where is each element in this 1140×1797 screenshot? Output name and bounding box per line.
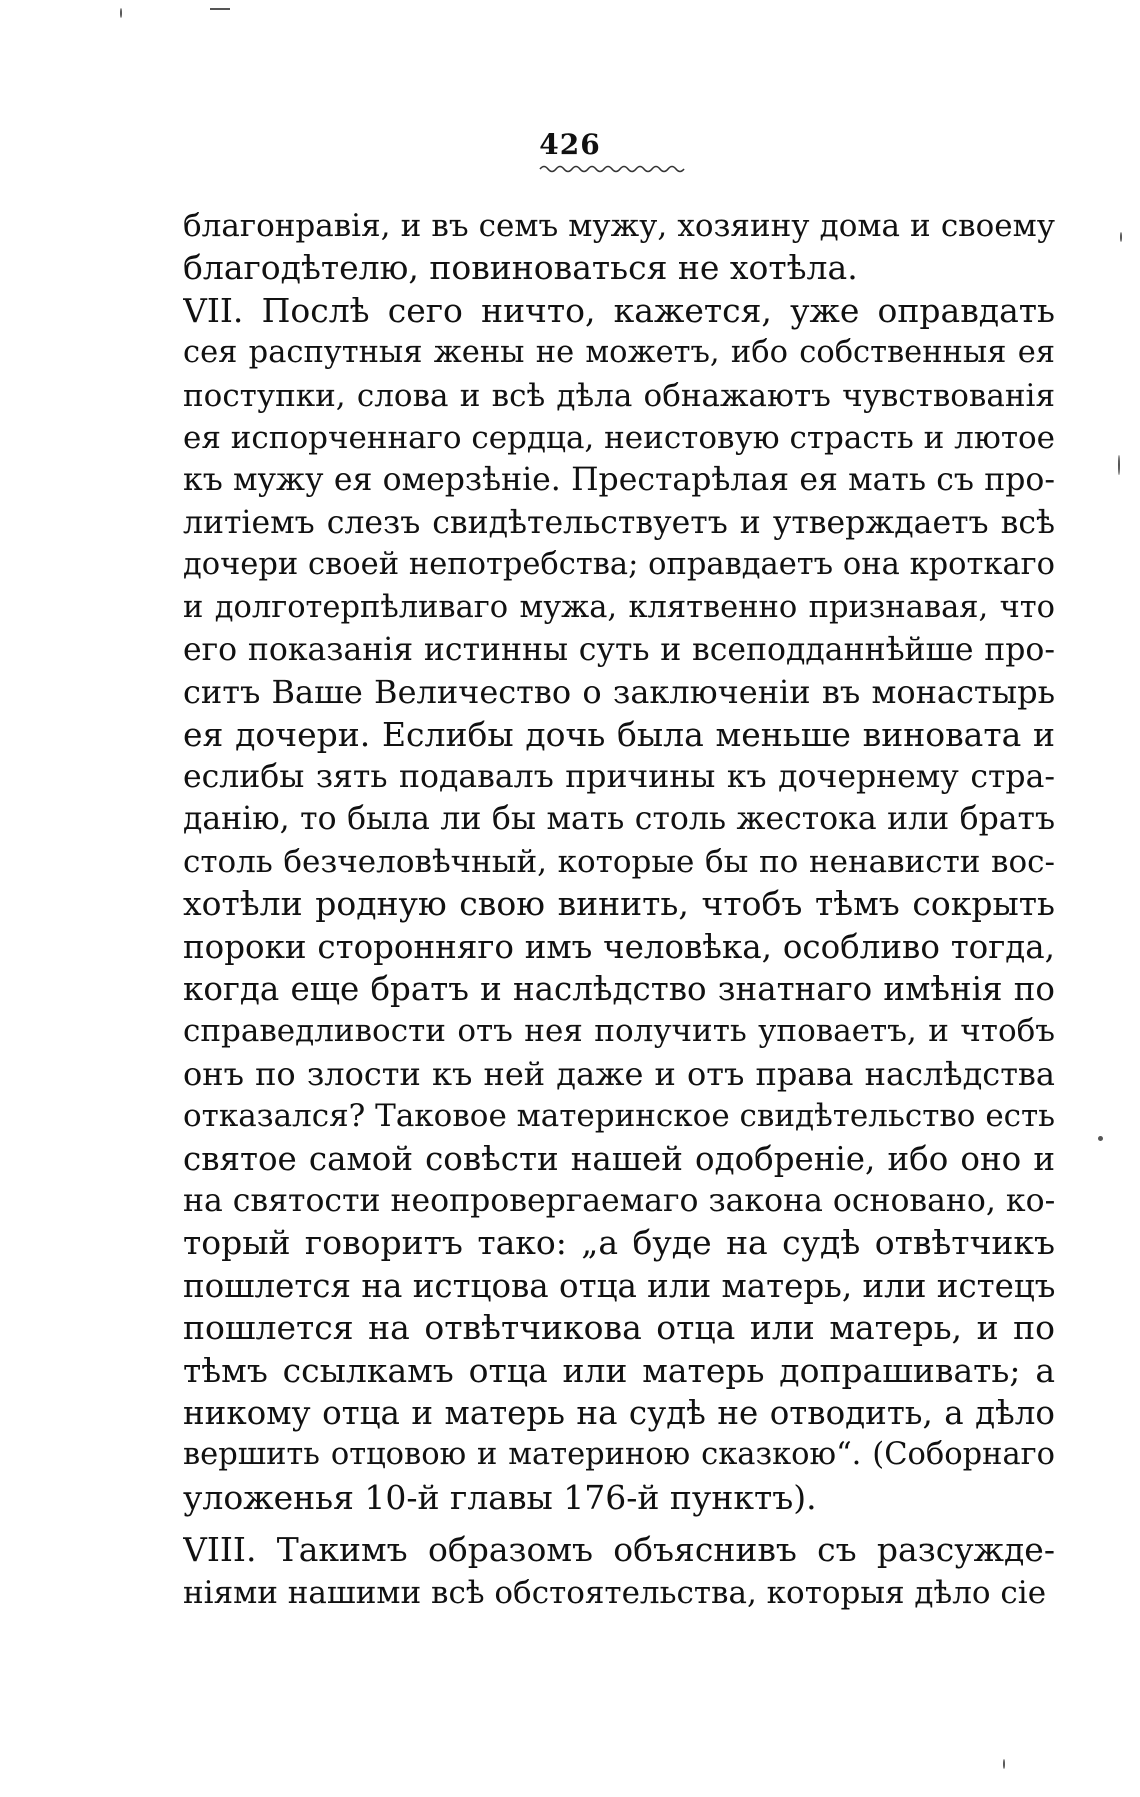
paragraph bbox=[183, 1529, 1055, 1614]
text-line: ситъ Ваше Величество о заключеніи въ монастырь bbox=[183, 673, 1055, 712]
text-line: VIII. Такимъ образомъ объяснивъ съ разсужде- bbox=[183, 1530, 1055, 1570]
text-line: хотѣли родную свою винить, чтобъ тѣмъ сокрыть bbox=[183, 884, 1055, 924]
text-line: тѣмъ ссылкамъ отца или матерь допрашивать; а bbox=[183, 1350, 1055, 1390]
text-line: торый говоритъ тако: „а буде на судѣ отвѣтчикъ bbox=[183, 1223, 1055, 1263]
scan-speck bbox=[1098, 1136, 1103, 1141]
text-line: ея испорченнаго сердца, неистовую страсть и лютое bbox=[183, 419, 1055, 456]
text-line: онъ по злости къ ней даже и отъ права наслѣдства bbox=[183, 1054, 1055, 1093]
scan-speck bbox=[1003, 1759, 1005, 1769]
paragraph bbox=[183, 205, 1055, 290]
text-line: святое самой совѣсти нашей одобреніе, ибо оно и bbox=[183, 1139, 1055, 1178]
text-line: дочери своей непотребства; оправдаетъ она кроткаго bbox=[183, 547, 1055, 583]
scan-speck bbox=[120, 8, 122, 18]
text-line: на святости неопровергаемаго закона основано, ко- bbox=[183, 1182, 1055, 1219]
scan-speck bbox=[210, 8, 230, 10]
text-line: столь безчеловѣчный, которые бы по ненависти вос- bbox=[183, 843, 1055, 880]
text-line: пороки стороннягo имъ человѣка, особливо тогда, bbox=[183, 927, 1055, 966]
text-line: благонравія, и въ семъ мужу, хозяину дома и своему bbox=[183, 208, 1055, 244]
paragraph bbox=[183, 290, 1055, 1519]
text-line: справедливости отъ нея получить уповаетъ, и чтобъ bbox=[183, 1013, 1055, 1050]
scan-speck bbox=[1120, 232, 1122, 242]
text-line: уложенья 10-й главы 176-й пунктъ). bbox=[183, 1477, 817, 1517]
text-line: и долготерпѣливаго мужа, клятвенно признавая, что bbox=[183, 589, 1055, 625]
text-line: ея дочери. Еслибы дочь была меньше виновата и bbox=[183, 714, 1055, 754]
text-line: къ мужу ея омерзѣніе. Престарѣлая ея мать съ про- bbox=[183, 462, 1055, 499]
body-text bbox=[183, 205, 1055, 1614]
text-line: литіемъ слезъ свидѣтельствуетъ и утверждаетъ всѣ bbox=[183, 504, 1055, 541]
paragraph-gap bbox=[183, 1519, 1055, 1529]
text-line: когда еще братъ и наслѣдство знатнаго имѣнія по bbox=[183, 970, 1055, 1009]
text-line: никому отца и матерь на судѣ не отводить, а дѣло bbox=[183, 1393, 1055, 1432]
text-line: его показанія истинны суть и всеподданнѣйше про- bbox=[183, 631, 1055, 668]
text-line: VII. Послѣ сего ничто, кажется, уже оправдать bbox=[183, 290, 1055, 330]
text-line: сея распутныя жены не можетъ, ибо собственныя ея bbox=[183, 335, 1055, 371]
text-line: поступки, слова и всѣ дѣла обнажаютъ чувствованія bbox=[183, 377, 1055, 414]
page-number: 426 bbox=[539, 128, 601, 161]
text-line: ніями нашими всѣ обстоятельства, которыя дѣло сіе bbox=[183, 1574, 1047, 1611]
text-line: вершить отцовою и материною сказкою“. (Соборнаго bbox=[183, 1437, 1055, 1473]
scan-speck bbox=[1118, 455, 1120, 475]
text-line: пошлется на отвѣтчикова отца или матерь, и по bbox=[183, 1308, 1055, 1348]
text-line: данію, то была ли бы мать столь жестока или братъ bbox=[183, 801, 1055, 838]
text-line: пошлется на истцова отца или матерь, или истецъ bbox=[183, 1266, 1055, 1305]
text-line: еслибы зять подавалъ причины къ дочернему стра- bbox=[183, 759, 1055, 796]
text-line: отказался? Таковое материнское свидѣтельство есть bbox=[183, 1098, 1055, 1135]
decorative-wave-rule bbox=[538, 162, 688, 176]
text-line: благодѣтелю, повиноваться не хотѣла. bbox=[183, 248, 858, 288]
